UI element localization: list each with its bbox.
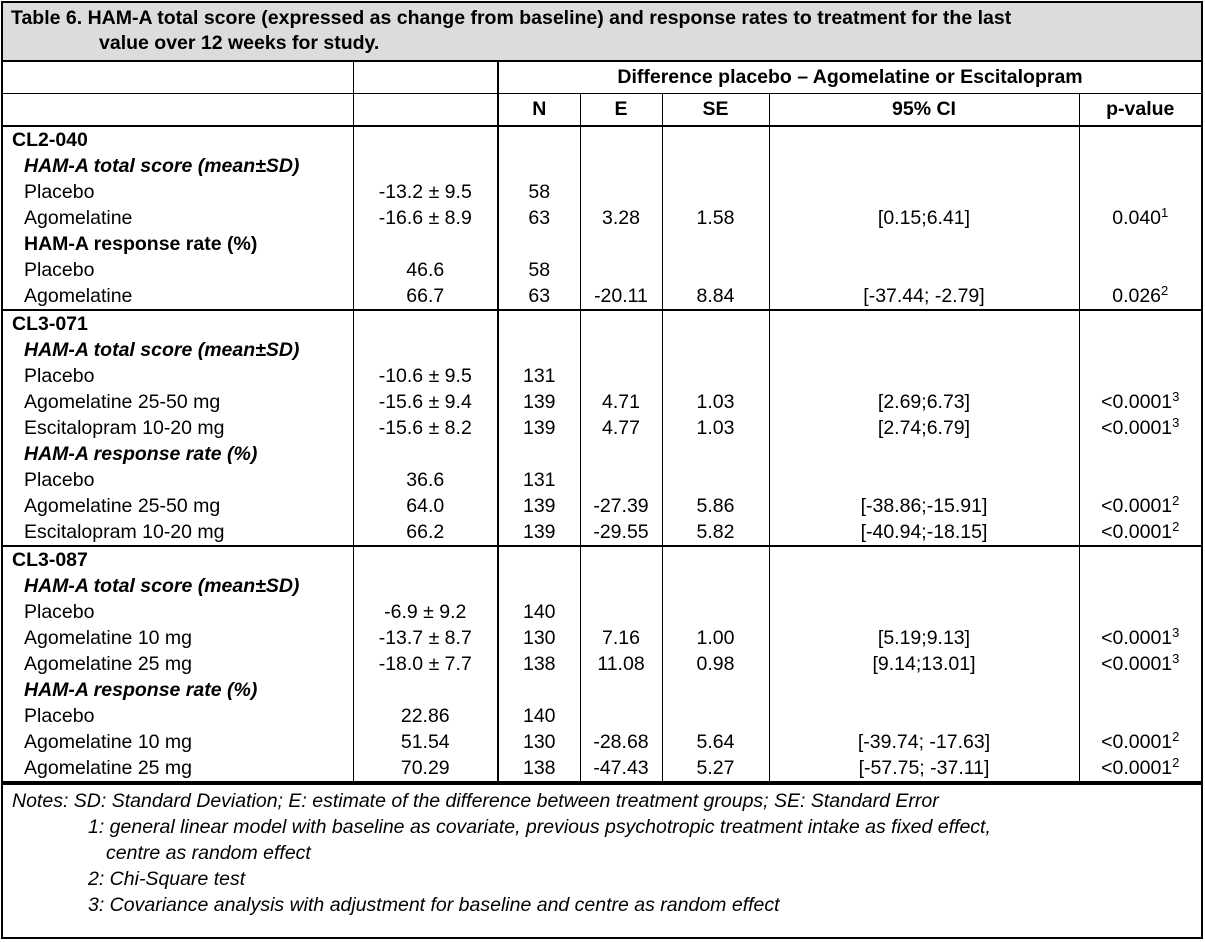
header-blank <box>3 62 353 94</box>
cell-n <box>498 677 580 703</box>
cell-se <box>662 573 769 599</box>
cell-ci <box>769 257 1079 283</box>
cell-e <box>580 677 662 703</box>
cell-n: 138 <box>498 755 580 782</box>
treatment-value: 64.0 <box>353 493 498 519</box>
table-row <box>3 493 1201 519</box>
table-title <box>3 3 1201 62</box>
value-cell <box>353 153 498 179</box>
treatment-value: -13.2 ± 9.5 <box>353 179 498 205</box>
cell-e <box>580 363 662 389</box>
block-label: HAM-A response rate (%) <box>24 679 258 701</box>
treatment-name: Agomelatine 25-50 mg <box>24 495 221 517</box>
cell-n <box>498 153 580 179</box>
cell-p <box>1079 573 1201 599</box>
table-notes <box>3 783 1201 918</box>
results-table <box>3 62 1201 783</box>
p-value: <0.0001 <box>1101 731 1173 753</box>
header-col-n: N <box>498 94 580 127</box>
treatment-name: Escitalopram 10-20 mg <box>3 519 353 546</box>
cell-e: -27.39 <box>580 493 662 519</box>
cell-ci <box>769 363 1079 389</box>
cell-ci <box>769 310 1079 337</box>
treatment-name: Placebo <box>24 365 95 387</box>
cell-ci: [0.15;6.41] <box>769 205 1079 231</box>
block-row <box>3 153 1201 179</box>
header-blank <box>3 94 353 127</box>
block-row <box>3 337 1201 363</box>
treatment-name: Placebo <box>24 181 95 203</box>
treatment-name: Agomelatine <box>3 283 353 310</box>
cell-se <box>662 337 769 363</box>
cell-p <box>1079 205 1201 231</box>
treatment-value: -13.7 ± 8.7 <box>353 625 498 651</box>
cell-n <box>498 573 580 599</box>
cell-ci: [5.19;9.13] <box>769 625 1079 651</box>
note-1-line2: centre as random effect <box>106 842 311 864</box>
cell-e: 4.71 <box>580 389 662 415</box>
cell-p <box>1079 493 1201 519</box>
cell-n <box>498 337 580 363</box>
cell-e <box>580 310 662 337</box>
cell-se <box>662 257 769 283</box>
cell-e <box>580 257 662 283</box>
cell-ci <box>769 441 1079 467</box>
table-row <box>3 389 1201 415</box>
header-row-group <box>3 62 1201 94</box>
cell-n: 139 <box>498 493 580 519</box>
table-row <box>3 599 1201 625</box>
cell-n: 139 <box>498 519 580 546</box>
cell-p <box>1079 703 1201 729</box>
cell-n: 63 <box>498 283 580 310</box>
block-label: HAM-A total score (mean±SD) <box>24 575 300 597</box>
header-blank <box>353 62 498 94</box>
cell-e: -20.11 <box>580 283 662 310</box>
cell-p <box>1079 257 1201 283</box>
study-row <box>3 126 1201 153</box>
study-label: CL2-040 <box>12 129 88 151</box>
header-col-ci: 95% CI <box>769 94 1079 127</box>
cell-se <box>662 363 769 389</box>
value-cell <box>353 126 498 153</box>
value-cell <box>353 337 498 363</box>
cell-e <box>580 573 662 599</box>
treatment-value: -18.0 ± 7.7 <box>353 651 498 677</box>
treatment-name: Escitalopram 10-20 mg <box>24 417 225 439</box>
value-cell <box>353 441 498 467</box>
cell-se: 1.03 <box>662 389 769 415</box>
p-value: 0.026 <box>1112 285 1162 307</box>
block-row <box>3 441 1201 467</box>
header-group-label: Difference placebo – Agomelatine or Escitalopram <box>498 62 1201 94</box>
treatment-name: Placebo <box>24 469 95 491</box>
cell-e: 11.08 <box>580 651 662 677</box>
cell-ci <box>769 126 1079 153</box>
treatment-value: 36.6 <box>353 467 498 493</box>
treatment-value: -15.6 ± 9.4 <box>353 389 498 415</box>
treatment-name: Placebo <box>24 601 95 623</box>
table-row <box>3 283 1201 310</box>
p-value: <0.0001 <box>1101 757 1173 779</box>
table-row <box>3 703 1201 729</box>
cell-se: 5.27 <box>662 755 769 782</box>
cell-ci <box>769 337 1079 363</box>
cell-e: -29.55 <box>580 519 662 546</box>
treatment-value: -10.6 ± 9.5 <box>353 363 498 389</box>
cell-n: 138 <box>498 651 580 677</box>
cell-p <box>1079 599 1201 625</box>
footnote-ref: 3 <box>1172 389 1180 404</box>
cell-se: 5.86 <box>662 493 769 519</box>
cell-e: 3.28 <box>580 205 662 231</box>
cell-e: 7.16 <box>580 625 662 651</box>
cell-se <box>662 677 769 703</box>
header-col-p: p-value <box>1079 94 1201 127</box>
treatment-value: 70.29 <box>353 755 498 782</box>
cell-n <box>498 546 580 573</box>
treatment-name: Agomelatine 10 mg <box>24 731 193 753</box>
cell-se <box>662 153 769 179</box>
cell-se: 0.98 <box>662 651 769 677</box>
table-row <box>3 179 1201 205</box>
table-row <box>3 205 1201 231</box>
cell-ci <box>769 467 1079 493</box>
cell-ci: [-38.86;-15.91] <box>769 493 1079 519</box>
footnote-ref: 3 <box>1172 415 1180 430</box>
footnote-ref: 2 <box>1172 493 1180 508</box>
footnote-ref: 2 <box>1172 729 1180 744</box>
cell-ci <box>769 231 1079 257</box>
cell-e <box>580 441 662 467</box>
table-row <box>3 257 1201 283</box>
p-value: <0.0001 <box>1101 417 1173 439</box>
block-label: HAM-A response rate (%) <box>24 443 258 465</box>
cell-ci <box>769 677 1079 703</box>
header-row-columns <box>3 94 1201 127</box>
cell-se: 1.03 <box>662 415 769 441</box>
table-row <box>3 519 1201 546</box>
value-cell <box>353 573 498 599</box>
block-label: HAM-A response rate (%) <box>24 233 258 255</box>
table-row <box>3 651 1201 677</box>
block-row <box>3 573 1201 599</box>
treatment-name: Placebo <box>24 705 95 727</box>
treatment-value: 66.7 <box>353 283 498 310</box>
treatment-value: -16.6 ± 8.9 <box>353 205 498 231</box>
cell-se: 1.00 <box>662 625 769 651</box>
treatment-value: 46.6 <box>353 257 498 283</box>
cell-e <box>580 231 662 257</box>
value-cell <box>353 310 498 337</box>
footnote-ref: 3 <box>1172 651 1180 666</box>
treatment-name: Agomelatine 25 mg <box>24 653 193 675</box>
cell-p <box>1079 337 1201 363</box>
table-row <box>3 625 1201 651</box>
table-frame <box>1 1 1203 939</box>
cell-ci: [-37.44; -2.79] <box>769 283 1079 310</box>
treatment-value: -6.9 ± 9.2 <box>353 599 498 625</box>
cell-se <box>662 310 769 337</box>
cell-p <box>1079 283 1201 310</box>
cell-se <box>662 599 769 625</box>
cell-se: 8.84 <box>662 283 769 310</box>
cell-n: 140 <box>498 703 580 729</box>
cell-p <box>1079 651 1201 677</box>
cell-ci <box>769 599 1079 625</box>
cell-n: 131 <box>498 363 580 389</box>
footnote-ref: 2 <box>1172 755 1180 770</box>
cell-se <box>662 126 769 153</box>
cell-e <box>580 179 662 205</box>
cell-n <box>498 310 580 337</box>
table-row <box>3 467 1201 493</box>
footnote-ref: 2 <box>1161 283 1169 298</box>
cell-n: 139 <box>498 389 580 415</box>
cell-e <box>580 126 662 153</box>
cell-n: 131 <box>498 467 580 493</box>
note-3: 3: Covariance analysis with adjustment for baseline and centre as random effect <box>88 894 780 916</box>
cell-n: 63 <box>498 205 580 231</box>
cell-n <box>498 126 580 153</box>
cell-ci: [-40.94;-18.15] <box>769 519 1079 546</box>
table-row <box>3 415 1201 441</box>
cell-se <box>662 441 769 467</box>
study-label: CL3-087 <box>12 549 88 571</box>
block-label: HAM-A total score (mean±SD) <box>24 339 300 361</box>
block-label: HAM-A total score (mean±SD) <box>24 155 300 177</box>
study-row <box>3 546 1201 573</box>
note-1-line1: 1: general linear model with baseline as covariate, previous psychotropic treatment intake as fixed effect, <box>88 816 991 838</box>
cell-p <box>1079 363 1201 389</box>
cell-ci: [2.69;6.73] <box>769 389 1079 415</box>
cell-e <box>580 546 662 573</box>
cell-ci <box>769 179 1079 205</box>
cell-se: 5.64 <box>662 729 769 755</box>
cell-p <box>1079 441 1201 467</box>
cell-e <box>580 703 662 729</box>
value-cell <box>353 231 498 257</box>
table-row <box>3 363 1201 389</box>
p-value: <0.0001 <box>1101 653 1173 675</box>
cell-p <box>1079 179 1201 205</box>
cell-e: 4.77 <box>580 415 662 441</box>
cell-p <box>1079 755 1201 782</box>
cell-n <box>498 441 580 467</box>
table-row <box>3 755 1201 782</box>
p-value: <0.0001 <box>1101 627 1173 649</box>
treatment-value: 66.2 <box>353 519 498 546</box>
cell-se <box>662 546 769 573</box>
cell-n: 130 <box>498 729 580 755</box>
cell-e: -28.68 <box>580 729 662 755</box>
value-cell <box>353 546 498 573</box>
notes-main: Notes: SD: Standard Deviation; E: estimate of the difference between treatment groups; SE: Standard Error <box>12 790 939 812</box>
cell-ci: [-57.75; -37.11] <box>769 755 1079 782</box>
header-col-se: SE <box>662 94 769 127</box>
cell-n: 58 <box>498 257 580 283</box>
cell-p <box>1079 153 1201 179</box>
cell-p <box>1079 625 1201 651</box>
cell-n: 140 <box>498 599 580 625</box>
cell-ci <box>769 153 1079 179</box>
header-col-e: E <box>580 94 662 127</box>
cell-ci <box>769 546 1079 573</box>
footnote-ref: 1 <box>1161 205 1169 220</box>
p-value: 0.040 <box>1112 207 1162 229</box>
cell-e <box>580 337 662 363</box>
treatment-name: Placebo <box>24 259 95 281</box>
treatment-value: 22.86 <box>353 703 498 729</box>
cell-p <box>1079 126 1201 153</box>
table-row <box>3 729 1201 755</box>
cell-n <box>498 231 580 257</box>
cell-ci: [9.14;13.01] <box>769 651 1079 677</box>
cell-p <box>1079 467 1201 493</box>
treatment-value: 51.54 <box>353 729 498 755</box>
table-title-line1: Table 6. HAM-A total score (expressed as change from baseline) and response rates to treatment for the last <box>11 7 1012 29</box>
cell-p <box>1079 415 1201 441</box>
cell-e: -47.43 <box>580 755 662 782</box>
cell-ci <box>769 703 1079 729</box>
cell-se: 1.58 <box>662 205 769 231</box>
treatment-name: Agomelatine 25 mg <box>3 755 353 782</box>
cell-e <box>580 153 662 179</box>
table-title-line2: value over 12 weeks for study. <box>99 32 380 54</box>
cell-e <box>580 599 662 625</box>
cell-se: 5.82 <box>662 519 769 546</box>
cell-n: 139 <box>498 415 580 441</box>
treatment-name: Agomelatine <box>24 207 133 229</box>
cell-p <box>1079 519 1201 546</box>
note-2: 2: Chi-Square test <box>88 868 246 890</box>
block-row <box>3 231 1201 257</box>
p-value: <0.0001 <box>1101 391 1173 413</box>
p-value: <0.0001 <box>1101 521 1173 543</box>
header-blank <box>353 94 498 127</box>
block-row <box>3 677 1201 703</box>
cell-ci <box>769 573 1079 599</box>
treatment-name: Agomelatine 25-50 mg <box>24 391 221 413</box>
p-value: <0.0001 <box>1101 495 1173 517</box>
cell-p <box>1079 546 1201 573</box>
cell-p <box>1079 389 1201 415</box>
footnote-ref: 2 <box>1172 519 1180 534</box>
study-label: CL3-071 <box>12 313 88 335</box>
treatment-name: Agomelatine 10 mg <box>24 627 193 649</box>
value-cell <box>353 677 498 703</box>
cell-n: 130 <box>498 625 580 651</box>
cell-se <box>662 179 769 205</box>
treatment-value: -15.6 ± 8.2 <box>353 415 498 441</box>
cell-ci: [-39.74; -17.63] <box>769 729 1079 755</box>
cell-se <box>662 467 769 493</box>
cell-e <box>580 467 662 493</box>
cell-se <box>662 703 769 729</box>
cell-p <box>1079 231 1201 257</box>
cell-ci: [2.74;6.79] <box>769 415 1079 441</box>
cell-p <box>1079 310 1201 337</box>
cell-n: 58 <box>498 179 580 205</box>
cell-p <box>1079 677 1201 703</box>
cell-se <box>662 231 769 257</box>
cell-p <box>1079 729 1201 755</box>
study-row <box>3 310 1201 337</box>
footnote-ref: 3 <box>1172 625 1180 640</box>
